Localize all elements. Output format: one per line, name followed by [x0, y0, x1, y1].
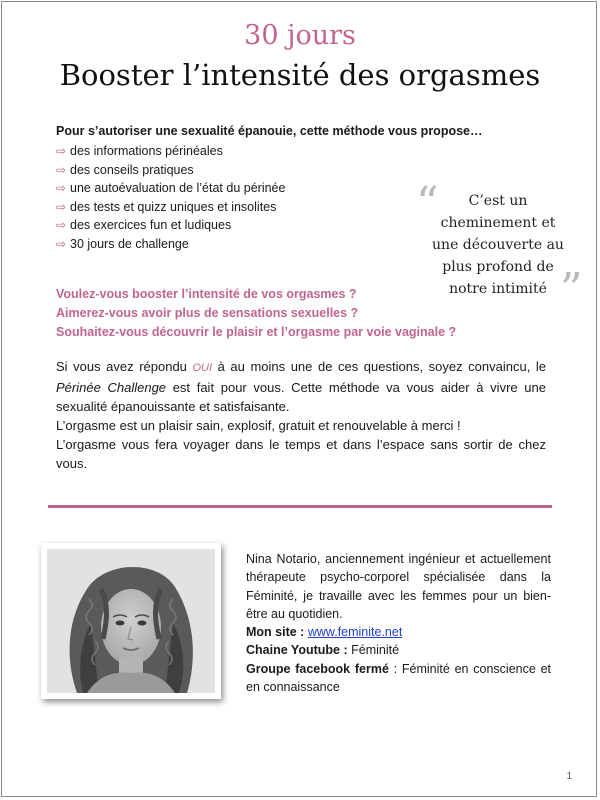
- paragraph-line: L’orgasme est un plaisir sain, explosif, gratuit et renouvelable à merci !: [56, 418, 461, 433]
- paragraph-line: L’orgasme vous fera voyager dans le temps et dans l’espace sans sortir de chez vous.: [56, 437, 546, 471]
- bio-facebook-line: Groupe facebook fermé : Féminité en conscience et en connaissance: [246, 661, 551, 695]
- feature-list: [56, 142, 285, 254]
- questions-block: [56, 285, 456, 342]
- oui-highlight: OUI: [192, 362, 213, 374]
- pull-quote: [408, 178, 584, 315]
- right-arrow-icon: ⇨: [56, 199, 67, 214]
- section-divider: [48, 505, 552, 508]
- page-title: Booster l’intensité des orgasmes: [59, 58, 541, 92]
- site-label: Mon site :: [246, 625, 305, 640]
- intro-text: Pour s’autoriser une sexualité épanouie, cette méthode vous propose…: [56, 124, 483, 138]
- list-item: ⇨ 30 jours de challenge: [56, 235, 285, 254]
- list-item: ⇨ des conseils pratiques: [56, 161, 285, 180]
- youtube-value: Féminité: [351, 643, 400, 658]
- author-bio: [246, 550, 551, 696]
- author-photo-frame: [41, 543, 221, 699]
- right-arrow-icon: ⇨: [56, 144, 67, 158]
- right-arrow-icon: ⇨: [56, 218, 67, 233]
- youtube-label: Chaine Youtube :: [246, 643, 348, 658]
- list-item: ⇨ des tests et quizz uniques et insolites: [56, 198, 285, 217]
- list-item: ⇨ des exercices fun et ludiques: [56, 216, 285, 235]
- quote-text: C’est un cheminement et une découverte au plus profond de notre intimité: [432, 193, 564, 297]
- right-arrow-icon: ⇨: [56, 181, 67, 196]
- open-quote-mark-icon: “: [416, 178, 439, 229]
- question: Voulez-vous booster l’intensité de vos orgasmes ?: [56, 287, 357, 301]
- question: Souhaitez-vous découvrir le plaisir et l’orgasme par voie vaginale ?: [56, 325, 457, 339]
- facebook-value: Féminité en conscience et en connaissance: [246, 661, 551, 695]
- list-item: ⇨ une autoévaluation de l’état du périnée: [56, 179, 285, 198]
- bio-youtube-line: [246, 641, 551, 659]
- page-number: 1: [566, 771, 572, 782]
- author-photo: [47, 549, 215, 693]
- page-subtitle: 30 jours: [244, 20, 356, 51]
- facebook-label: Groupe facebook fermé: [246, 661, 389, 676]
- paragraph-line: Si vous avez répondu OUI à au moins une de ces questions, soyez convaincu, le Périnée Challenge est fait pour vous. Cette méthode va vous aider à vivre une sexualité épanouissante et satisfaisante.: [56, 359, 547, 414]
- bio-site-line: [246, 623, 551, 641]
- close-quote-mark-icon: ”: [560, 264, 583, 315]
- list-item: ⇨ des informations périnéales: [56, 142, 285, 161]
- program-name: Périnée Challenge: [56, 380, 167, 395]
- right-arrow-icon: ⇨: [56, 162, 67, 177]
- site-link[interactable]: www.feminite.net: [307, 625, 403, 640]
- question: Aimerez-vous avoir plus de sensations sexuelles ?: [56, 306, 359, 320]
- body-paragraph: [56, 357, 546, 473]
- bio-text: Nina Notario, anciennement ingénieur et actuellement thérapeute psycho-corporel spécialisée dans la Féminité, je travaille avec les femmes pour un bien-être au quotidien.: [246, 552, 551, 621]
- portrait-illustration: [47, 549, 215, 693]
- right-arrow-icon: ⇨: [56, 236, 67, 251]
